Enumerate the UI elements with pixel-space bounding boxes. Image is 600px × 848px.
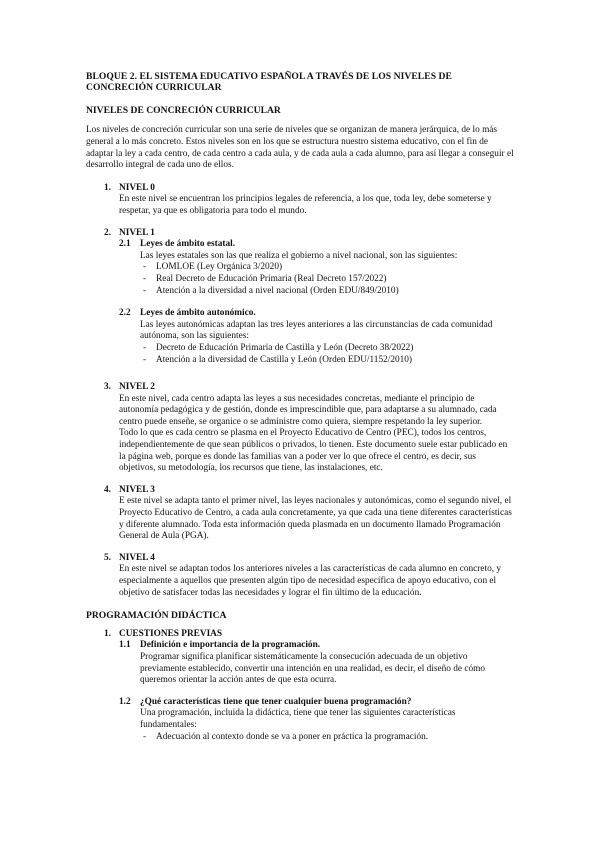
subsection-1-2 (119, 697, 514, 743)
level-title: NIVEL 4 (119, 552, 155, 563)
level-title: NIVEL 1 (119, 227, 155, 238)
level-text-2: Todo lo que es cada centro se plasma en el Proyecto Educativo de Centro (PEC), todos los centros, independientemente de que sean públicos o privados, lo tienen. Este documento suele estar publicado en la página web, porque es donde las familias van a poder ver lo que ofrece el centro, es decir, sus objetivos, su metodología, los recursos que tiene, las instalaciones, etc. (119, 428, 508, 474)
level-item-2 (86, 382, 514, 475)
law-list (140, 343, 514, 366)
level-text: En este nivel se encuentran los principios legales de referencia, a los que, toda ley, debe someterse y respetar, ya que es obligatoria para todo el mundo. (119, 194, 492, 216)
list-item: - LOMLOE (Ley Orgánica 3/2020) (143, 262, 283, 273)
level-title: CUESTIONES PREVIAS (119, 628, 223, 639)
level-item-4 (86, 553, 514, 599)
list-item: - Atención a la diversidad a nivel nacional (Orden EDU/849/2010) (143, 285, 399, 296)
level-title: NIVEL 0 (119, 182, 155, 193)
subsection-title: Definición e importancia de la programación. (140, 640, 321, 651)
law-list (140, 262, 514, 297)
level-item-0 (86, 183, 514, 218)
level-number: 2. (104, 227, 111, 238)
level-text: E este nivel se adapta tanto el primer nivel, las leyes nacionales y autonómicas, como el segundo nivel, el Proyecto Educativo de Centro, a cada aula concretamente, ya que cada una tiene diferentes características y diferente alumnado. Toda esta información queda plasmada en un documento llamado Programación General de Aula (PGA). (119, 496, 512, 542)
subsection-number: 2.1 (119, 239, 131, 250)
subsection-text: Las leyes autonómicas adaptan las tres leyes anteriores a las circunstancias de cada comunidad autónoma, son las siguientes: (140, 319, 493, 342)
list-item: - Decreto de Educación Primaria de Castilla y León (Decreto 38/2022) (143, 342, 414, 353)
level-number: 3. (104, 382, 111, 393)
level-title: NIVEL 2 (119, 382, 155, 393)
level-number: 4. (104, 484, 111, 495)
subsection-title: ¿Qué características tiene que tener cualquier buena programación? (140, 696, 412, 707)
subsection-number: 1.1 (119, 640, 131, 651)
level-item-1 (86, 228, 514, 374)
characteristics-list (140, 732, 514, 744)
subsection-2-2 (119, 308, 514, 366)
level-text: En este nivel se adaptan todos los anteriores niveles a las características de cada alumno en concreto, y especialmente a aquellos que presenten algún tipo de necesidad específica de apoyo educativo, con el objetivo de satisfacer todas las necesidades y lograr el fin último de la educación. (119, 564, 502, 598)
subsection-2-1 (119, 239, 514, 297)
subsection-text: Programar significa planificar sistemáticamente la consecución adecuada de un objetivo previamente establecido, convertir una intención en una realidad, es decir, el diseño de cómo queremos orientar la acción antes de que esta ocurra. (140, 651, 486, 686)
level-number: 5. (104, 552, 111, 563)
subsection-title: Leyes de ámbito estatal. (140, 239, 236, 250)
level-item-3 (86, 485, 514, 543)
list-item: - Atención a la diversidad de Castilla y León (Orden EDU/1152/2010) (143, 354, 413, 365)
subsection-title: Leyes de ámbito autonómico. (140, 308, 256, 319)
document-title: BLOQUE 2. EL SISTEMA EDUCATIVO ESPAÑOL A TRAVÉS DE LOS NIVELES DE CONCRECIÓN CURRICULAR (86, 71, 452, 94)
level-item-cuestiones (86, 629, 514, 750)
level-text: En este nivel, cada centro adapta las leyes a sus necesidades concretas, mediante el principio de autonomía pedagógica y de gestión, donde es imprescindible que, para adaptarse a su alumnado, cada centro puede enseñe, se organice o se administre como quiera, siempre respetando la ley superior. (119, 393, 497, 427)
intro-paragraph: Los niveles de concreción curricular son una serie de niveles que se organizan de manera jerárquica, de lo más general a lo más concreto. Estos niveles son en los que se estructura nuestro sistema educativo, con el fin de adaptar la ley a cada centro, de cada centro a cada aula, y de cada aula a cada alumno, para así llegar a conseguir el desarrollo integral de cada uno de ellos. (86, 125, 514, 171)
list-item: - Adecuación al contexto donde se va a poner en práctica la programación. (143, 731, 429, 742)
subsection-text: Una programación, incluida la didáctica, tiene que tener las siguientes características fundamentales: (140, 708, 456, 730)
subsection-text: Las leyes estatales son las que realiza el gobierno a nivel nacional, son las siguientes: (140, 250, 458, 261)
list-item: - Real Decreto de Educación Primaria (Real Decreto 157/2022) (143, 273, 387, 284)
section-heading-niveles: NIVELES DE CONCRECIÓN CURRICULAR (86, 104, 281, 116)
subsection-1-1 (119, 640, 514, 686)
level-number: 1. (104, 182, 111, 193)
subsection-number: 1.2 (119, 696, 131, 707)
subsection-number: 2.2 (119, 308, 131, 319)
section-heading-programacion: PROGRAMACIÓN DIDÁCTICA (86, 610, 227, 622)
level-title: NIVEL 3 (119, 484, 155, 495)
level-number: 1. (104, 628, 111, 639)
